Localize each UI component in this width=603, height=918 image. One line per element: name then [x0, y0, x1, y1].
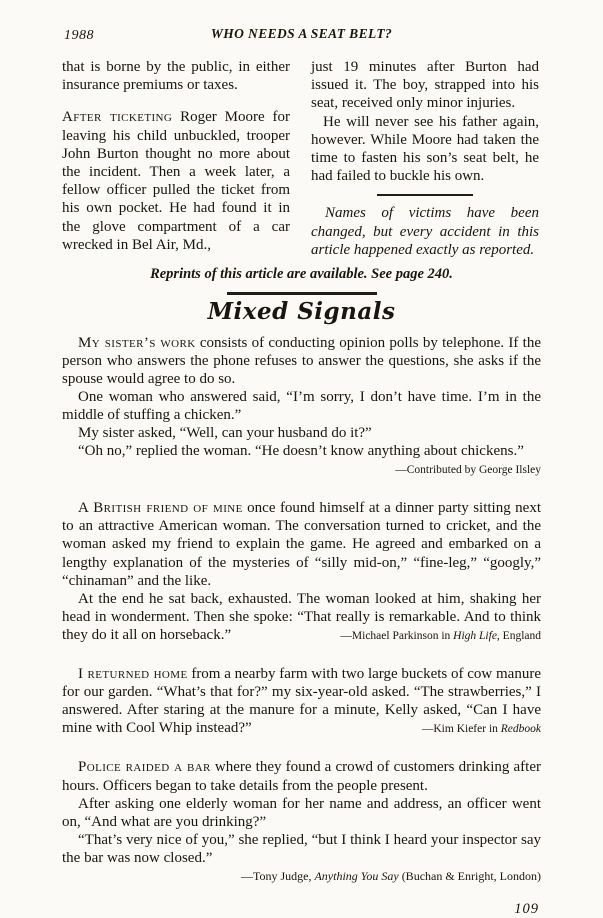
page-year: 1988 — [64, 28, 94, 43]
paragraph: One woman who answered said, “I’m sorry, I don’t have time. I’m in the middle of stuffing a chicken.” — [62, 388, 541, 423]
page-header — [62, 26, 541, 46]
paragraph: that is borne by the public, in either insurance premiums or taxes. — [62, 59, 290, 94]
section-divider-rule — [227, 292, 377, 295]
reprint-notice: Reprints of this article are available. See page 240. — [150, 266, 453, 283]
paragraph: After asking one elderly woman for her name and address, an officer went on, “And what are you drinking?” — [62, 795, 541, 830]
story-cricket — [62, 499, 541, 645]
paragraph — [62, 442, 541, 477]
attribution-source: Anything You Say — [314, 868, 399, 883]
attribution-suffix: England — [499, 629, 541, 642]
paragraph-text: once found himself at a dinner party sitting next to an attractive American woman. The conversation turned to cricket, and the woman asked my friend to explain the game. He agreed and embarked on a lengthy explanation of the mysteries of “silly mid-on,” “fine-leg,” “googly,” “chinaman” and the like. — [62, 500, 541, 589]
paragraph — [62, 758, 541, 794]
attribution-prefix: —Contributed by George Ilsley — [395, 464, 541, 477]
paragraph-lead: Police raided a bar — [78, 759, 211, 776]
attribution — [340, 626, 541, 645]
attribution — [395, 460, 541, 479]
attribution — [422, 719, 541, 738]
paragraph: “That’s very nice of you,” she replied, “but I think I heard your inspector say the bar was now closed.” — [62, 831, 541, 866]
attribution-source: High Life, — [453, 629, 500, 642]
attribution-source: Redbook — [500, 723, 541, 736]
attribution-suffix: (Buchan & Enright, London) — [398, 868, 541, 883]
left-column — [62, 58, 290, 259]
paragraph-text: Roger Moore for leaving his child unbuckled, trooper John Burton thought no more about the incident. Then a week later, a fellow officer pulled the ticket from his own pocket. He had found it in the glove compartment of a car wrecked in Bel Air, Md., — [62, 109, 290, 253]
section-title: Mixed Signals — [207, 297, 396, 325]
paragraph: He will never see his father again, however. While Moore had taken the time to fasten his son’s seat belt, he had failed to buckle his own. — [311, 113, 539, 185]
running-title: WHO NEEDS A SEAT BELT? — [210, 26, 393, 41]
paragraph-text: At the end he sat back, exhausted. The woman looked at him, shaking her head in wonderment. Then she spoke: “That really is remarkable. And to think they do it all on horseback.” — [62, 590, 541, 643]
paragraph-text: from a nearby farm with two large buckets of cow manure for our garden. “What’s that for?” my six-year-old asked. “The strawberries,” I answered. After staring at the manure for a minute, Kelly asked, “Can I have mine with Cool Whip instead?” — [62, 666, 541, 737]
paragraph-text: consists of conducting opinion polls by telephone. If the person who answers the phone refuses to answer the questions, she asks if the spouse would agree to do so. — [62, 334, 542, 387]
right-column — [311, 58, 539, 259]
paragraph-lead: My sister’s work — [78, 334, 196, 351]
paragraph-lead: After ticketing — [62, 109, 173, 126]
story-telephone-polls — [62, 334, 541, 480]
divider-rule — [377, 194, 473, 196]
attribution-prefix: —Michael Parkinson in — [340, 629, 454, 642]
paragraph — [62, 108, 290, 254]
paragraph: just 19 minutes after Burton had issued it. The boy, strapped into his seat, received only minor injuries. — [311, 59, 539, 112]
paragraph-lead: I returned home — [78, 666, 188, 683]
seatbelt-article-end — [62, 58, 541, 259]
paragraph — [62, 334, 541, 388]
paragraph — [62, 590, 541, 644]
attribution-prefix: —Kim Kiefer in — [421, 723, 501, 736]
stories — [62, 334, 541, 886]
page-number: 109 — [514, 901, 539, 918]
paragraph-lead: A British friend of mine — [78, 500, 243, 517]
paragraph: My sister asked, “Well, can your husband do it?” — [78, 425, 372, 441]
paragraph — [62, 499, 541, 589]
story-cow-manure — [62, 665, 541, 738]
editor-note: Names of victims have been changed, but every accident in this article happened exactly as reported. — [311, 205, 539, 258]
attribution — [62, 867, 541, 885]
paragraph — [62, 665, 541, 737]
attribution-prefix: —Tony Judge, — [240, 868, 315, 883]
story-bar-raid — [62, 758, 541, 885]
paragraph-text: where they found a crowd of customers drinking after hours. Officers began to take details from the people present. — [62, 759, 542, 794]
paragraph-text: “Oh no,” replied the woman. “He doesn’t know anything about chickens.” — [78, 443, 524, 460]
